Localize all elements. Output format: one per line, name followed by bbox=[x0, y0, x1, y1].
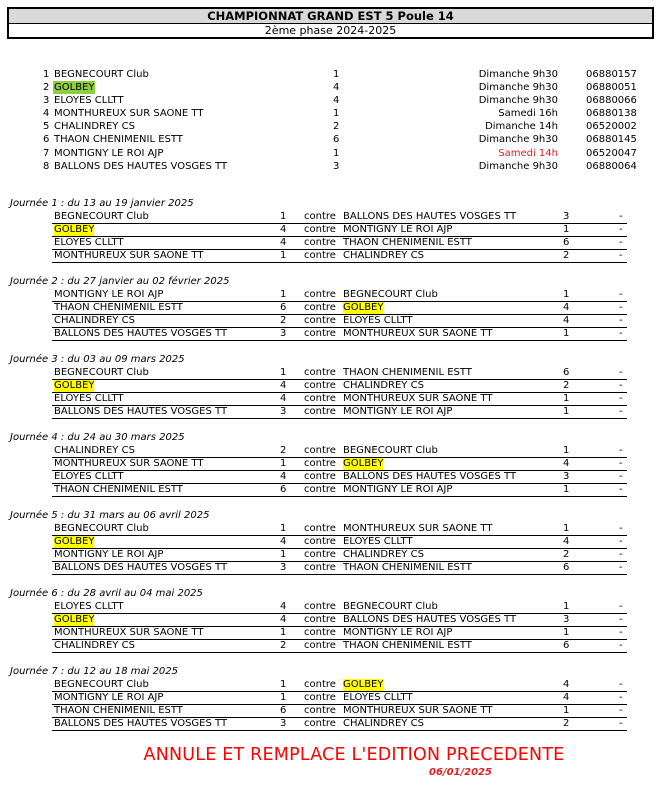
match-row bbox=[52, 640, 627, 653]
match-away-position: 1 bbox=[563, 601, 570, 612]
match-away-team: MONTHUREUX SUR SAONE TT bbox=[343, 705, 493, 717]
match-versus: contre bbox=[304, 406, 336, 418]
match-away-position: 3 bbox=[563, 211, 570, 222]
match-home-team: CHALINDREY CS bbox=[54, 640, 135, 652]
team-position: 1 bbox=[333, 108, 340, 120]
match-score: - bbox=[619, 315, 623, 327]
title-box bbox=[7, 7, 654, 39]
team-code: 06880064 bbox=[586, 160, 637, 172]
match-versus: contre bbox=[304, 445, 336, 456]
match-away-team: ELOYES CLLTT bbox=[343, 536, 413, 548]
team-play-time: Dimanche 9h30 bbox=[478, 160, 558, 172]
match-versus: contre bbox=[304, 536, 336, 548]
match-versus: contre bbox=[304, 692, 336, 704]
match-away-team: GOLBEY bbox=[343, 679, 384, 690]
team-position: 4 bbox=[333, 95, 340, 107]
match-versus: contre bbox=[304, 471, 336, 483]
match-away-team: CHALINDREY CS bbox=[343, 549, 424, 561]
team-code: 06880157 bbox=[586, 69, 637, 80]
match-score: - bbox=[619, 406, 623, 418]
match-home-position: 1 bbox=[280, 211, 287, 222]
team-row bbox=[0, 160, 660, 173]
match-home-position: 1 bbox=[280, 549, 287, 561]
match-home-team: MONTHUREUX SUR SAONE TT bbox=[54, 458, 204, 470]
match-home-team: THAON CHENIMENIL ESTT bbox=[54, 484, 183, 496]
match-row bbox=[52, 601, 627, 614]
match-row bbox=[52, 484, 627, 497]
team-play-time: Dimanche 9h30 bbox=[478, 69, 558, 80]
team-position: 1 bbox=[333, 69, 340, 80]
team-name: ELOYES CLLTT bbox=[54, 95, 124, 107]
match-row bbox=[52, 250, 627, 263]
match-home-team: BEGNECOURT Club bbox=[54, 211, 149, 222]
match-score: - bbox=[619, 380, 623, 392]
match-home-position: 4 bbox=[280, 614, 287, 626]
match-row bbox=[52, 393, 627, 406]
match-row bbox=[52, 692, 627, 705]
match-row bbox=[52, 406, 627, 419]
team-play-time: Samedi 16h bbox=[498, 108, 558, 120]
match-away-position: 1 bbox=[563, 445, 570, 456]
match-home-team: CHALINDREY CS bbox=[54, 315, 135, 327]
match-away-team: MONTIGNY LE ROI AJP bbox=[343, 484, 453, 496]
match-score: - bbox=[619, 367, 623, 378]
match-row bbox=[52, 328, 627, 341]
match-row bbox=[52, 211, 627, 224]
team-number: 2 bbox=[43, 82, 50, 94]
match-versus: contre bbox=[304, 393, 336, 405]
match-away-team: CHALINDREY CS bbox=[343, 380, 424, 392]
match-home-position: 4 bbox=[280, 380, 287, 392]
match-home-position: 4 bbox=[280, 237, 287, 249]
match-home-team: THAON CHENIMENIL ESTT bbox=[54, 705, 183, 717]
match-away-position: 4 bbox=[563, 458, 570, 470]
match-row bbox=[52, 562, 627, 575]
journee-title: Journée 6 : du 28 avril au 04 mai 2025 bbox=[10, 588, 203, 599]
team-position: 6 bbox=[333, 134, 340, 146]
match-away-position: 6 bbox=[563, 640, 570, 652]
match-versus: contre bbox=[304, 627, 336, 639]
match-row bbox=[52, 315, 627, 328]
match-row bbox=[52, 458, 627, 471]
match-score: - bbox=[619, 601, 623, 612]
match-row bbox=[52, 471, 627, 484]
match-home-team: BEGNECOURT Club bbox=[54, 367, 149, 378]
match-away-position: 1 bbox=[563, 289, 570, 300]
match-score: - bbox=[619, 224, 623, 236]
team-row bbox=[0, 147, 660, 160]
match-home-position: 3 bbox=[280, 406, 287, 418]
match-home-team: GOLBEY bbox=[54, 536, 95, 548]
match-home-position: 6 bbox=[280, 484, 287, 496]
match-home-team: BALLONS DES HAUTES VOSGES TT bbox=[54, 406, 228, 418]
match-home-position: 1 bbox=[280, 367, 287, 378]
match-away-position: 4 bbox=[563, 692, 570, 704]
match-away-position: 2 bbox=[563, 718, 570, 730]
match-away-position: 1 bbox=[563, 224, 570, 236]
match-home-team: BALLONS DES HAUTES VOSGES TT bbox=[54, 718, 228, 730]
match-home-team: CHALINDREY CS bbox=[54, 445, 135, 456]
match-away-position: 2 bbox=[563, 250, 570, 262]
match-score: - bbox=[619, 458, 623, 470]
team-play-time: Samedi 14h bbox=[498, 147, 558, 159]
match-versus: contre bbox=[304, 562, 336, 574]
match-home-team: ELOYES CLLTT bbox=[54, 601, 124, 612]
match-home-position: 1 bbox=[280, 523, 287, 534]
match-row bbox=[52, 224, 627, 237]
match-score: - bbox=[619, 718, 623, 730]
team-number: 3 bbox=[43, 95, 50, 107]
match-versus: contre bbox=[304, 224, 336, 236]
match-home-position: 1 bbox=[280, 250, 287, 262]
match-row bbox=[52, 536, 627, 549]
match-away-team: BALLONS DES HAUTES VOSGES TT bbox=[343, 614, 517, 626]
team-play-time: Dimanche 9h30 bbox=[478, 95, 558, 107]
team-number: 6 bbox=[43, 134, 50, 146]
match-away-team: MONTIGNY LE ROI AJP bbox=[343, 406, 453, 418]
match-row bbox=[52, 705, 627, 718]
edition-date: 06/01/2025 bbox=[429, 767, 492, 778]
match-home-position: 2 bbox=[280, 640, 287, 652]
team-code: 06520002 bbox=[586, 121, 637, 133]
match-versus: contre bbox=[304, 328, 336, 340]
team-code: 06880138 bbox=[586, 108, 637, 120]
match-versus: contre bbox=[304, 458, 336, 470]
match-versus: contre bbox=[304, 315, 336, 327]
match-away-team: THAON CHENIMENIL ESTT bbox=[343, 562, 472, 574]
match-home-position: 1 bbox=[280, 627, 287, 639]
match-row bbox=[52, 367, 627, 380]
match-away-position: 2 bbox=[563, 549, 570, 561]
match-score: - bbox=[619, 445, 623, 456]
notice-text: ANNULE ET REMPLACE L'EDITION PRECEDENTE bbox=[143, 745, 565, 765]
team-row bbox=[0, 120, 660, 133]
team-code: 06880051 bbox=[586, 82, 637, 94]
team-row bbox=[0, 68, 660, 81]
match-home-position: 2 bbox=[280, 315, 287, 327]
match-away-position: 1 bbox=[563, 523, 570, 534]
match-away-position: 1 bbox=[563, 328, 570, 340]
match-home-team: BALLONS DES HAUTES VOSGES TT bbox=[54, 328, 228, 340]
match-score: - bbox=[619, 536, 623, 548]
match-score: - bbox=[619, 484, 623, 496]
match-home-position: 3 bbox=[280, 562, 287, 574]
match-home-team: ELOYES CLLTT bbox=[54, 393, 124, 405]
match-home-position: 3 bbox=[280, 718, 287, 730]
match-score: - bbox=[619, 705, 623, 717]
match-away-team: THAON CHENIMENIL ESTT bbox=[343, 367, 472, 378]
team-position: 4 bbox=[333, 82, 340, 94]
team-name: BALLONS DES HAUTES VOSGES TT bbox=[54, 160, 228, 172]
team-number: 7 bbox=[43, 147, 50, 159]
match-score: - bbox=[619, 328, 623, 340]
match-home-position: 6 bbox=[280, 302, 287, 314]
match-versus: contre bbox=[304, 705, 336, 717]
match-away-team: MONTHUREUX SUR SAONE TT bbox=[343, 523, 493, 534]
match-home-team: GOLBEY bbox=[54, 614, 95, 626]
match-away-team: BEGNECOURT Club bbox=[343, 445, 438, 456]
match-away-team: ELOYES CLLTT bbox=[343, 692, 413, 704]
match-row bbox=[52, 237, 627, 250]
team-name: GOLBEY bbox=[54, 82, 95, 94]
match-home-team: MONTHUREUX SUR SAONE TT bbox=[54, 627, 204, 639]
match-versus: contre bbox=[304, 289, 336, 300]
match-home-position: 1 bbox=[280, 692, 287, 704]
match-row bbox=[52, 289, 627, 302]
match-home-team: MONTIGNY LE ROI AJP bbox=[54, 289, 164, 300]
match-versus: contre bbox=[304, 302, 336, 314]
match-home-team: MONTIGNY LE ROI AJP bbox=[54, 692, 164, 704]
match-versus: contre bbox=[304, 718, 336, 730]
match-away-position: 6 bbox=[563, 237, 570, 249]
match-away-team: MONTIGNY LE ROI AJP bbox=[343, 627, 453, 639]
journee-title: Journée 1 : du 13 au 19 janvier 2025 bbox=[10, 198, 194, 209]
match-away-position: 2 bbox=[563, 380, 570, 392]
team-code: 06880145 bbox=[586, 134, 637, 146]
journee-title: Journée 4 : du 24 au 30 mars 2025 bbox=[10, 432, 185, 443]
match-row bbox=[52, 627, 627, 640]
match-away-team: GOLBEY bbox=[343, 302, 384, 314]
journee-title: Journée 5 : du 31 mars au 06 avril 2025 bbox=[10, 510, 210, 521]
match-row bbox=[52, 380, 627, 393]
match-away-position: 3 bbox=[563, 471, 570, 483]
match-away-team: THAON CHENIMENIL ESTT bbox=[343, 237, 472, 249]
match-away-team: GOLBEY bbox=[343, 458, 384, 470]
match-away-position: 1 bbox=[563, 484, 570, 496]
match-score: - bbox=[619, 289, 623, 300]
journee-title: Journée 2 : du 27 janvier au 02 février 2025 bbox=[10, 276, 230, 287]
match-away-position: 4 bbox=[563, 315, 570, 327]
match-away-team: CHALINDREY CS bbox=[343, 718, 424, 730]
match-row bbox=[52, 679, 627, 692]
match-away-position: 1 bbox=[563, 705, 570, 717]
team-list bbox=[0, 68, 660, 173]
match-away-position: 1 bbox=[563, 406, 570, 418]
match-score: - bbox=[619, 549, 623, 561]
match-home-team: GOLBEY bbox=[54, 224, 95, 236]
team-play-time: Dimanche 9h30 bbox=[478, 82, 558, 94]
match-home-team: THAON CHENIMENIL ESTT bbox=[54, 302, 183, 314]
match-home-position: 4 bbox=[280, 536, 287, 548]
team-position: 2 bbox=[333, 121, 340, 133]
team-number: 1 bbox=[43, 69, 50, 80]
match-versus: contre bbox=[304, 367, 336, 378]
team-row bbox=[0, 133, 660, 146]
match-away-position: 1 bbox=[563, 393, 570, 405]
match-home-team: MONTHUREUX SUR SAONE TT bbox=[54, 250, 204, 262]
match-versus: contre bbox=[304, 211, 336, 222]
team-code: 06520047 bbox=[586, 147, 637, 159]
team-number: 4 bbox=[43, 108, 50, 120]
match-score: - bbox=[619, 679, 623, 690]
match-score: - bbox=[619, 692, 623, 704]
match-away-position: 6 bbox=[563, 367, 570, 378]
match-home-position: 4 bbox=[280, 471, 287, 483]
match-versus: contre bbox=[304, 640, 336, 652]
match-versus: contre bbox=[304, 601, 336, 612]
match-home-team: GOLBEY bbox=[54, 380, 95, 392]
match-row bbox=[52, 445, 627, 458]
team-name: MONTIGNY LE ROI AJP bbox=[54, 147, 164, 159]
match-row bbox=[52, 549, 627, 562]
match-away-team: BEGNECOURT Club bbox=[343, 601, 438, 612]
match-score: - bbox=[619, 640, 623, 652]
team-number: 8 bbox=[43, 160, 50, 172]
journee-title: Journée 3 : du 03 au 09 mars 2025 bbox=[10, 354, 185, 365]
match-away-team: MONTIGNY LE ROI AJP bbox=[343, 224, 453, 236]
match-score: - bbox=[619, 471, 623, 483]
match-home-team: MONTIGNY LE ROI AJP bbox=[54, 549, 164, 561]
match-versus: contre bbox=[304, 523, 336, 534]
team-number: 5 bbox=[43, 121, 50, 133]
match-home-position: 1 bbox=[280, 458, 287, 470]
match-score: - bbox=[619, 627, 623, 639]
match-home-team: BALLONS DES HAUTES VOSGES TT bbox=[54, 562, 228, 574]
match-score: - bbox=[619, 302, 623, 314]
match-home-team: BEGNECOURT Club bbox=[54, 523, 149, 534]
team-play-time: Dimanche 9h30 bbox=[478, 134, 558, 146]
team-name: THAON CHENIMENIL ESTT bbox=[54, 134, 183, 146]
match-away-team: BALLONS DES HAUTES VOSGES TT bbox=[343, 471, 517, 483]
match-away-team: BEGNECOURT Club bbox=[343, 289, 438, 300]
journee-title: Journée 7 : du 12 au 18 mai 2025 bbox=[10, 666, 179, 677]
match-row bbox=[52, 523, 627, 536]
match-home-position: 4 bbox=[280, 601, 287, 612]
match-home-position: 1 bbox=[280, 289, 287, 300]
match-score: - bbox=[619, 562, 623, 574]
match-away-position: 3 bbox=[563, 614, 570, 626]
match-score: - bbox=[619, 250, 623, 262]
match-versus: contre bbox=[304, 380, 336, 392]
match-versus: contre bbox=[304, 250, 336, 262]
match-score: - bbox=[619, 237, 623, 249]
match-away-position: 1 bbox=[563, 627, 570, 639]
match-row bbox=[52, 718, 627, 731]
match-home-team: ELOYES CLLTT bbox=[54, 237, 124, 249]
match-away-team: BALLONS DES HAUTES VOSGES TT bbox=[343, 211, 517, 222]
match-away-team: THAON CHENIMENIL ESTT bbox=[343, 640, 472, 652]
match-away-position: 4 bbox=[563, 536, 570, 548]
match-home-team: BEGNECOURT Club bbox=[54, 679, 149, 690]
match-home-position: 3 bbox=[280, 328, 287, 340]
match-away-team: MONTHUREUX SUR SAONE TT bbox=[343, 393, 493, 405]
match-home-position: 4 bbox=[280, 224, 287, 236]
team-name: MONTHUREUX SUR SAONE TT bbox=[54, 108, 204, 120]
team-position: 1 bbox=[333, 147, 340, 159]
match-versus: contre bbox=[304, 614, 336, 626]
match-home-position: 6 bbox=[280, 705, 287, 717]
match-away-team: ELOYES CLLTT bbox=[343, 315, 413, 327]
match-home-team: ELOYES CLLTT bbox=[54, 471, 124, 483]
match-away-position: 4 bbox=[563, 679, 570, 690]
match-versus: contre bbox=[304, 237, 336, 249]
match-versus: contre bbox=[304, 549, 336, 561]
team-row bbox=[0, 94, 660, 107]
match-score: - bbox=[619, 393, 623, 405]
match-score: - bbox=[619, 614, 623, 626]
page-title: CHAMPIONNAT GRAND EST 5 Poule 14 bbox=[9, 9, 652, 24]
match-home-position: 1 bbox=[280, 679, 287, 690]
team-row bbox=[0, 81, 660, 94]
match-row bbox=[52, 614, 627, 627]
match-home-position: 2 bbox=[280, 445, 287, 456]
match-score: - bbox=[619, 523, 623, 534]
match-away-position: 4 bbox=[563, 302, 570, 314]
page-subtitle: 2ème phase 2024-2025 bbox=[264, 24, 397, 37]
team-play-time: Dimanche 14h bbox=[485, 121, 558, 133]
match-away-team: MONTHUREUX SUR SAONE TT bbox=[343, 328, 493, 340]
team-name: BEGNECOURT Club bbox=[54, 69, 149, 80]
match-home-position: 4 bbox=[280, 393, 287, 405]
team-row bbox=[0, 107, 660, 120]
match-versus: contre bbox=[304, 679, 336, 690]
match-score: - bbox=[619, 211, 623, 222]
match-away-position: 6 bbox=[563, 562, 570, 574]
match-row bbox=[52, 302, 627, 315]
team-code: 06880066 bbox=[586, 95, 637, 107]
team-name: CHALINDREY CS bbox=[54, 121, 135, 133]
match-away-team: CHALINDREY CS bbox=[343, 250, 424, 262]
match-versus: contre bbox=[304, 484, 336, 496]
team-position: 3 bbox=[333, 160, 340, 172]
